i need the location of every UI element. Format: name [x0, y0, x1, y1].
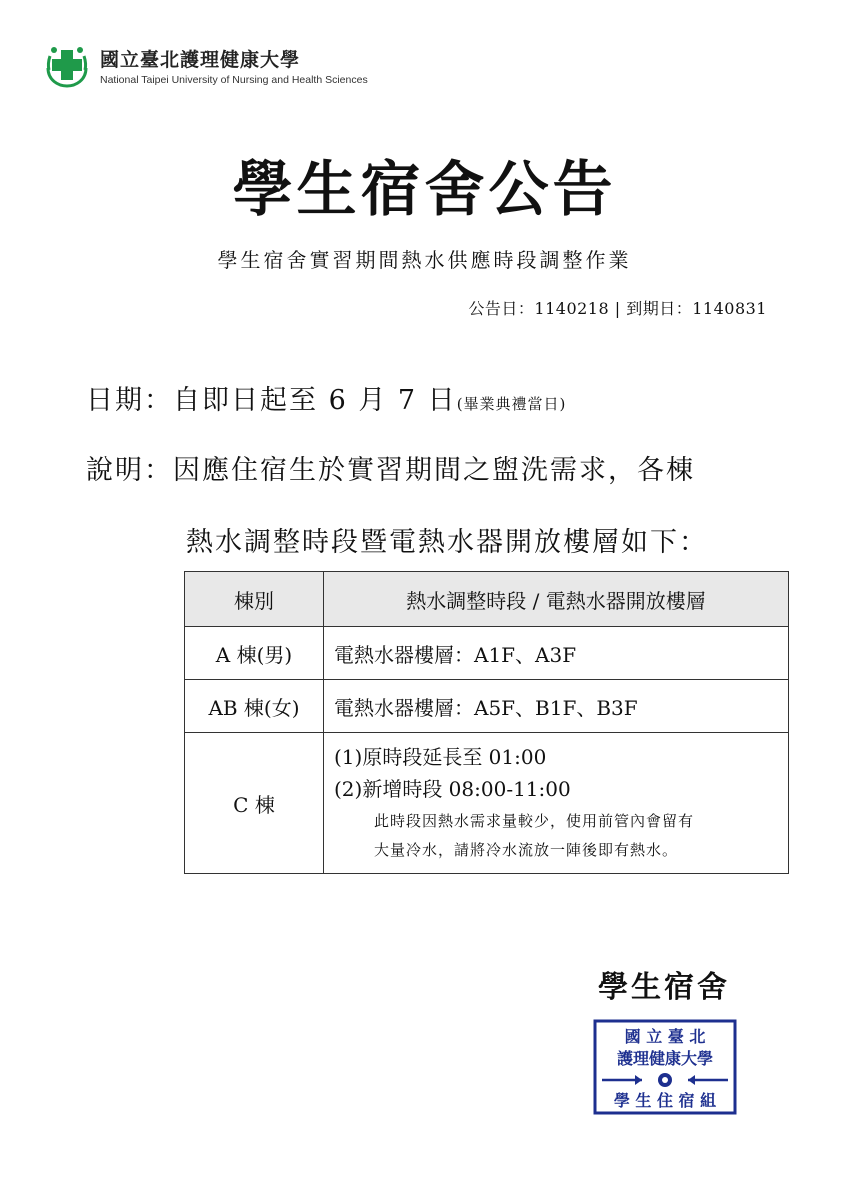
date-line: [86, 378, 566, 417]
table-header-row: [185, 572, 789, 627]
office-stamp: [592, 1018, 738, 1116]
table-row: [185, 627, 789, 680]
hot-water-table: [184, 571, 789, 874]
stamp-line-2: 護理健康大學: [616, 1049, 714, 1068]
table-row: [185, 680, 789, 733]
info-cell: [324, 733, 789, 874]
note-line-2: 大量冷水，請將冷水流放一陣後即有熱水。: [374, 841, 679, 859]
date-note: (畢業典禮當日): [456, 395, 567, 413]
date-label: 日期：: [86, 385, 173, 416]
school-name-en: National Taipei University of Nursing and Health Sciences: [100, 73, 368, 86]
description-line: [86, 448, 695, 487]
schedule-line-2: (2)新增時段 08:00-11:00: [334, 777, 571, 801]
signature: 學生宿舍: [598, 970, 730, 1005]
stamp-arrows-icon: [602, 1073, 728, 1087]
header-building: 棟別: [185, 572, 324, 627]
info-cell: 電熱水器樓層：A1F、A3F: [324, 627, 789, 680]
stamp-line-1: 國 立 臺 北: [624, 1027, 706, 1046]
header-schedule: 熱水調整時段 / 電熱水器開放樓層: [324, 572, 789, 627]
building-cell: C 棟: [185, 733, 324, 874]
notice-title: 學生宿舍公告: [232, 155, 617, 225]
table-row: [185, 733, 789, 874]
description-text-1: 因應住宿生於實習期間之盥洗需求，各棟: [173, 455, 695, 486]
school-name-zh: 國立臺北護理健康大學: [100, 48, 301, 71]
description-label: 說明：: [86, 455, 173, 486]
date-value: 自即日起至 6 月 7 日: [173, 385, 457, 416]
notice-dates: 公告日：1140218 | 到期日：1140831: [468, 299, 767, 318]
notice-subtitle: 學生宿舍實習期間熱水供應時段調整作業: [217, 248, 632, 272]
school-logo: [42, 42, 368, 88]
building-cell: A 棟(男): [185, 627, 324, 680]
stamp-line-3: 學 生 住 宿 組: [613, 1091, 717, 1110]
building-cell: AB 棟(女): [185, 680, 324, 733]
description-text-2: 熱水調整時段暨電熱水器開放樓層如下：: [186, 527, 708, 558]
cold-water-note: [334, 807, 788, 865]
schedule-line-1: (1)原時段延長至 01:00: [334, 745, 547, 769]
cross-emblem-icon: [42, 42, 92, 88]
info-cell: 電熱水器樓層：A5F、B1F、B3F: [324, 680, 789, 733]
note-line-1: 此時段因熱水需求量較少，使用前管內會留有: [374, 812, 695, 830]
